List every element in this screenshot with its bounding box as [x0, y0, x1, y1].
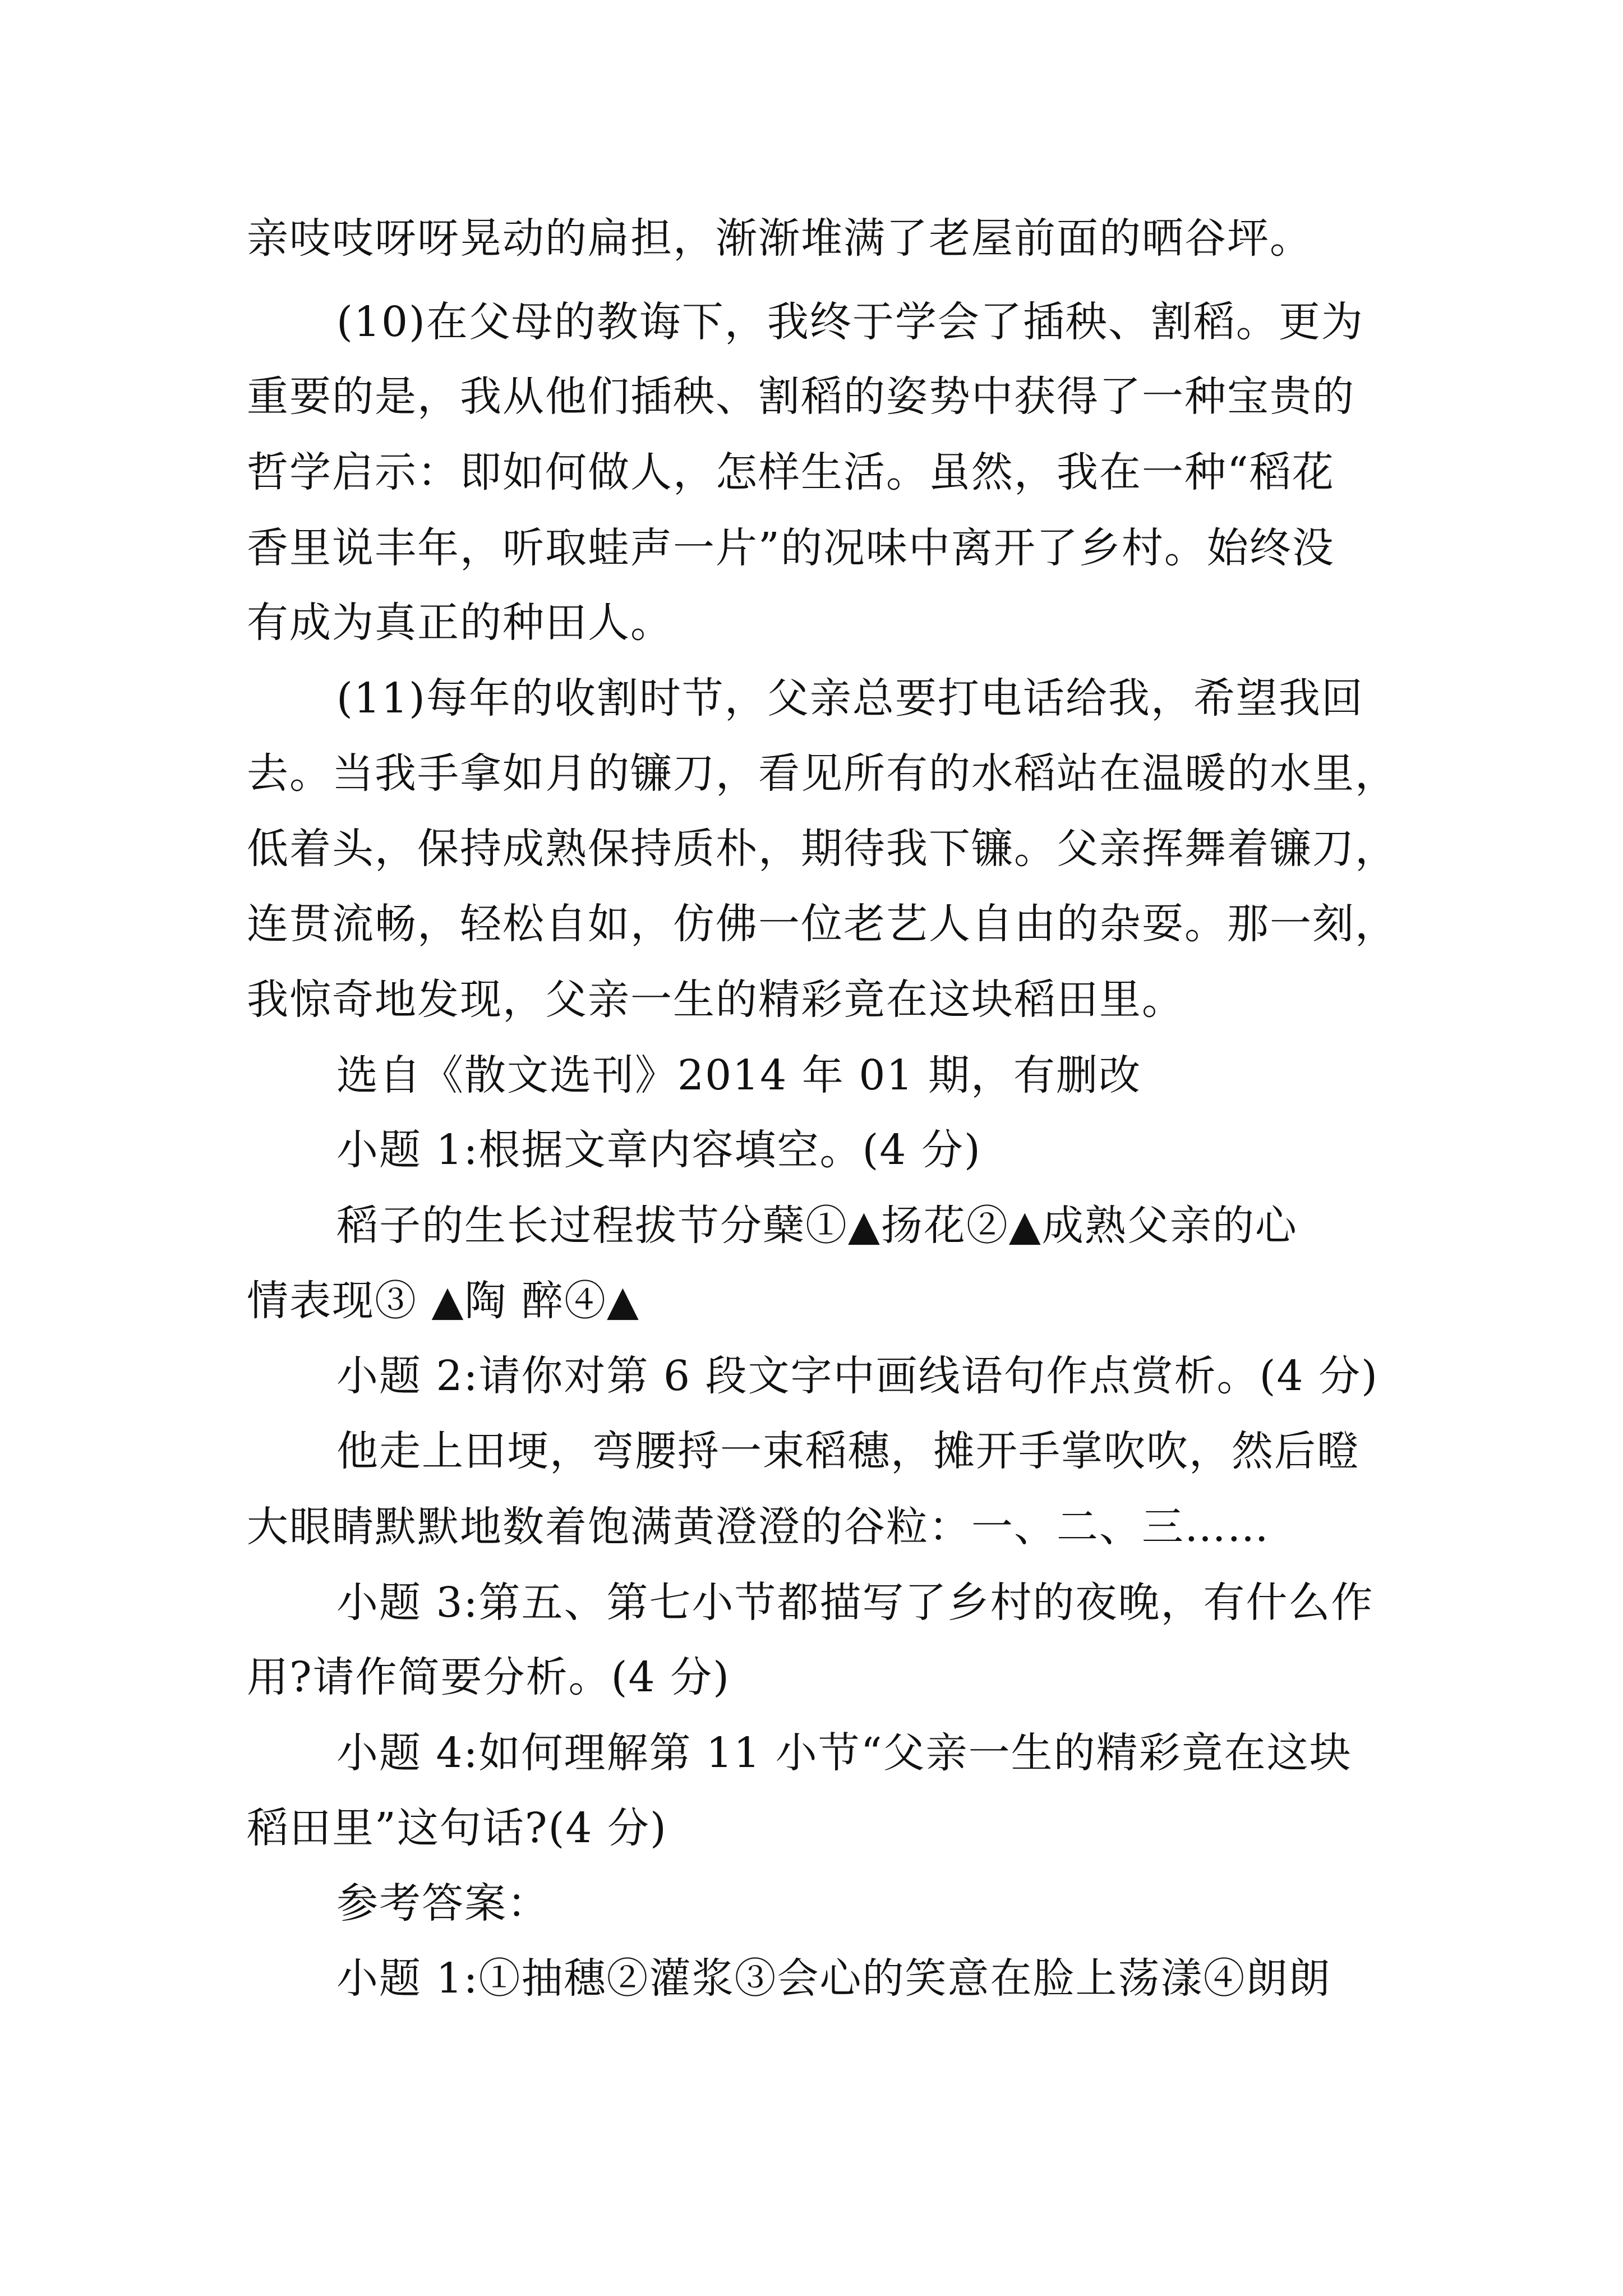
text-line: 用?请作简要分析。(4 分): [247, 1653, 731, 1701]
text-line: (11)每年的收割时节，父亲总要打电话给我，希望我回: [336, 674, 1364, 723]
question-heading: 小题 4:如何理解第 11 小节“父亲一生的精彩竟在这块: [336, 1729, 1352, 1777]
text-line: 有成为真正的种田人。: [247, 599, 673, 647]
answer-line: 小题 1:①抽穗②灌浆③会心的笑意在脸上荡漾④朗朗: [336, 1954, 1331, 2003]
text-line: 去。当我手拿如月的镰刀，看见所有的水稻站在温暖的水里，: [247, 749, 1398, 798]
text-line: 重要的是，我从他们插秧、割稻的姿势中获得了一种宝贵的: [247, 372, 1355, 421]
question-heading: 小题 3:第五、第七小节都描写了乡村的夜晚，有什么作: [336, 1579, 1374, 1627]
text-line: 情表现③ ▲陶 醉④▲: [247, 1277, 640, 1325]
text-line: 他走上田埂，弯腰捋一束稻穗，摊开手掌吹吹，然后瞪: [336, 1427, 1359, 1475]
text-line: 香里说丰年，听取蛙声一片”的况味中离开了乡村。始终没: [247, 524, 1335, 572]
text-line: 连贯流畅，轻松自如，仿佛一位老艺人自由的杂耍。那一刻，: [247, 900, 1398, 948]
question-heading: 小题 2:请你对第 6 段文字中画线语句作点赏析。(4 分): [336, 1352, 1379, 1400]
answers-heading: 参考答案：: [336, 1879, 550, 1927]
text-line: 低着头，保持成熟保持质朴，期待我下镰。父亲挥舞着镰刀，: [247, 825, 1398, 873]
text-line: 大眼睛默默地数着饱满黄澄澄的谷粒：一、二、三……: [247, 1503, 1270, 1551]
text-line: 亲吱吱呀呀晃动的扁担，渐渐堆满了老屋前面的晒谷坪。: [247, 214, 1312, 263]
question-heading: 小题 1:根据文章内容填空。(4 分): [336, 1126, 981, 1174]
text-line: (10)在父母的教诲下，我终于学会了插秧、割稻。更为: [336, 298, 1364, 346]
text-line: 我惊奇地发现，父亲一生的精彩竟在这块稻田里。: [247, 976, 1184, 1024]
text-line: 稻田里”这句话?(4 分): [247, 1804, 667, 1852]
source-note: 选自《散文选刊》2014 年 01 期，有删改: [336, 1051, 1142, 1099]
text-line: 哲学启示：即如何做人，怎样生活。虽然，我在一种“稻花: [247, 448, 1335, 496]
text-line: 稻子的生长过程拔节分蘖①▲扬花②▲成熟父亲的心: [336, 1202, 1298, 1250]
